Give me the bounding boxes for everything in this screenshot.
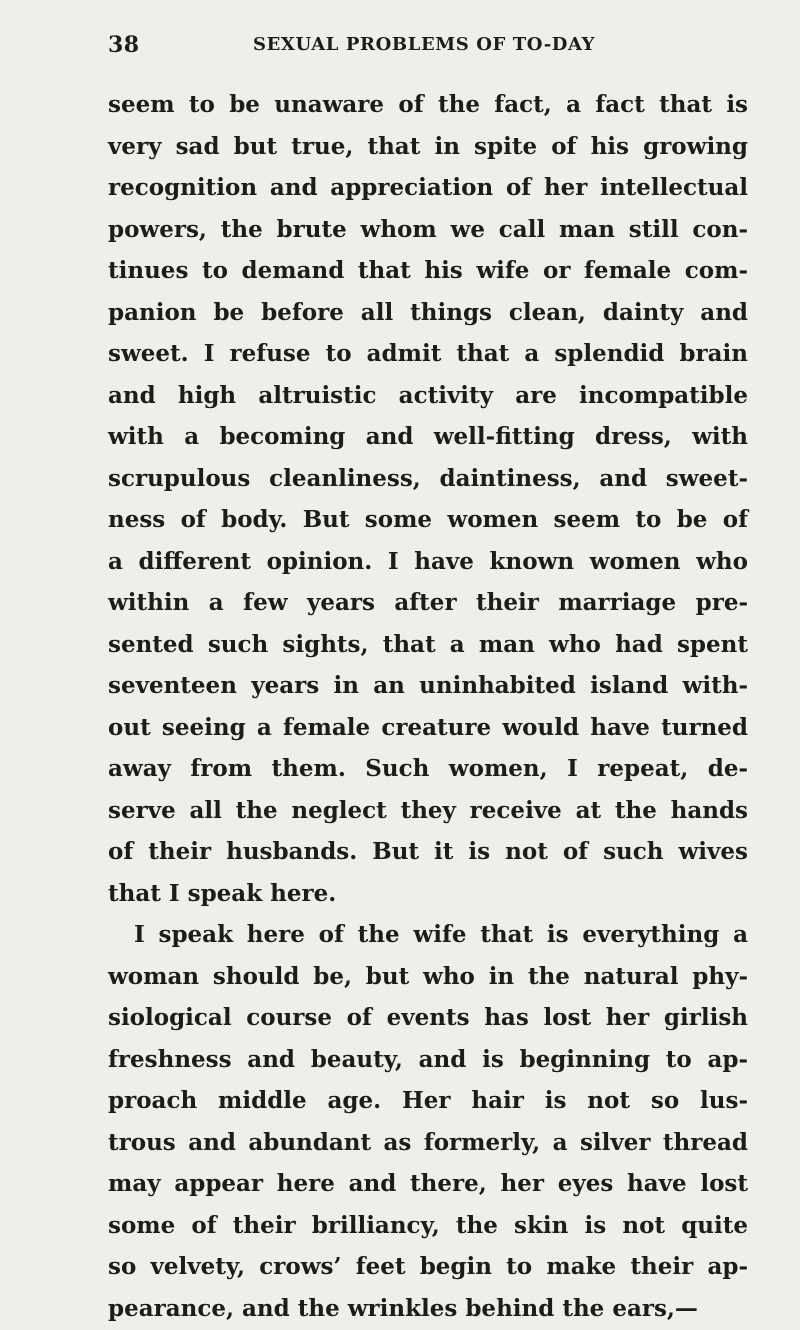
text-line: may appear here and there, her eyes have lost xyxy=(108,1170,748,1197)
text-line: within a few years after their marriage pre- xyxy=(108,589,748,616)
paragraph-start-line: I speak here of the wife that is everything a xyxy=(134,921,748,948)
running-title: SEXUAL PROBLEMS OF TO-DAY xyxy=(253,34,596,55)
running-head xyxy=(108,32,748,60)
text-line: freshness and beauty, and is beginning to ap- xyxy=(108,1045,748,1073)
text-line: woman should be, but who in the natural phy- xyxy=(108,962,748,990)
page-number: 38 xyxy=(108,32,140,58)
text-line: powers, the brute whom we call man still con- xyxy=(108,215,748,243)
text-line: siological course of events has lost her girlish xyxy=(108,1004,748,1031)
text-line: sweet. I refuse to admit that a splendid brain xyxy=(108,340,748,367)
paragraph-end-line: that I speak here. xyxy=(108,879,337,907)
text-line: a different opinion. I have known women who xyxy=(108,547,748,575)
text-line: and high altruistic activity are incompatible xyxy=(108,381,748,409)
text-line: tinues to demand that his wife or female com- xyxy=(108,257,748,284)
text-line: seventeen years in an uninhabited island with- xyxy=(108,672,748,699)
text-line: away from them. Such women, I repeat, de- xyxy=(108,755,748,782)
text-line: panion be before all things clean, dainty and xyxy=(108,298,748,326)
text-line: scrupulous cleanliness, daintiness, and sweet- xyxy=(108,464,748,492)
text-line: serve all the neglect they receive at the hands xyxy=(108,796,748,824)
text-line: recognition and appreciation of her intellectual xyxy=(108,174,748,201)
text-line: of their husbands. But it is not of such wives xyxy=(108,838,748,865)
text-line: some of their brilliancy, the skin is not quite xyxy=(108,1211,748,1239)
text-line: seem to be unaware of the fact, a fact that is xyxy=(108,91,748,118)
text-line: very sad but true, that in spite of his growing xyxy=(108,132,748,160)
text-line: proach middle age. Her hair is not so lus- xyxy=(108,1087,748,1114)
text-line: with a becoming and well-fitting dress, with xyxy=(108,423,748,450)
text-line: sented such sights, that a man who had spent xyxy=(108,630,748,658)
text-line: trous and abundant as formerly, a silver thread xyxy=(108,1128,748,1156)
text-line: ness of body. But some women seem to be of xyxy=(108,506,748,533)
body-text xyxy=(108,84,748,1329)
text-line: so velvety, crows’ feet begin to make their ap- xyxy=(108,1253,748,1280)
text-line: pearance, and the wrinkles behind the ears,— xyxy=(108,1294,698,1322)
text-line: out seeing a female creature would have turned xyxy=(108,713,748,741)
